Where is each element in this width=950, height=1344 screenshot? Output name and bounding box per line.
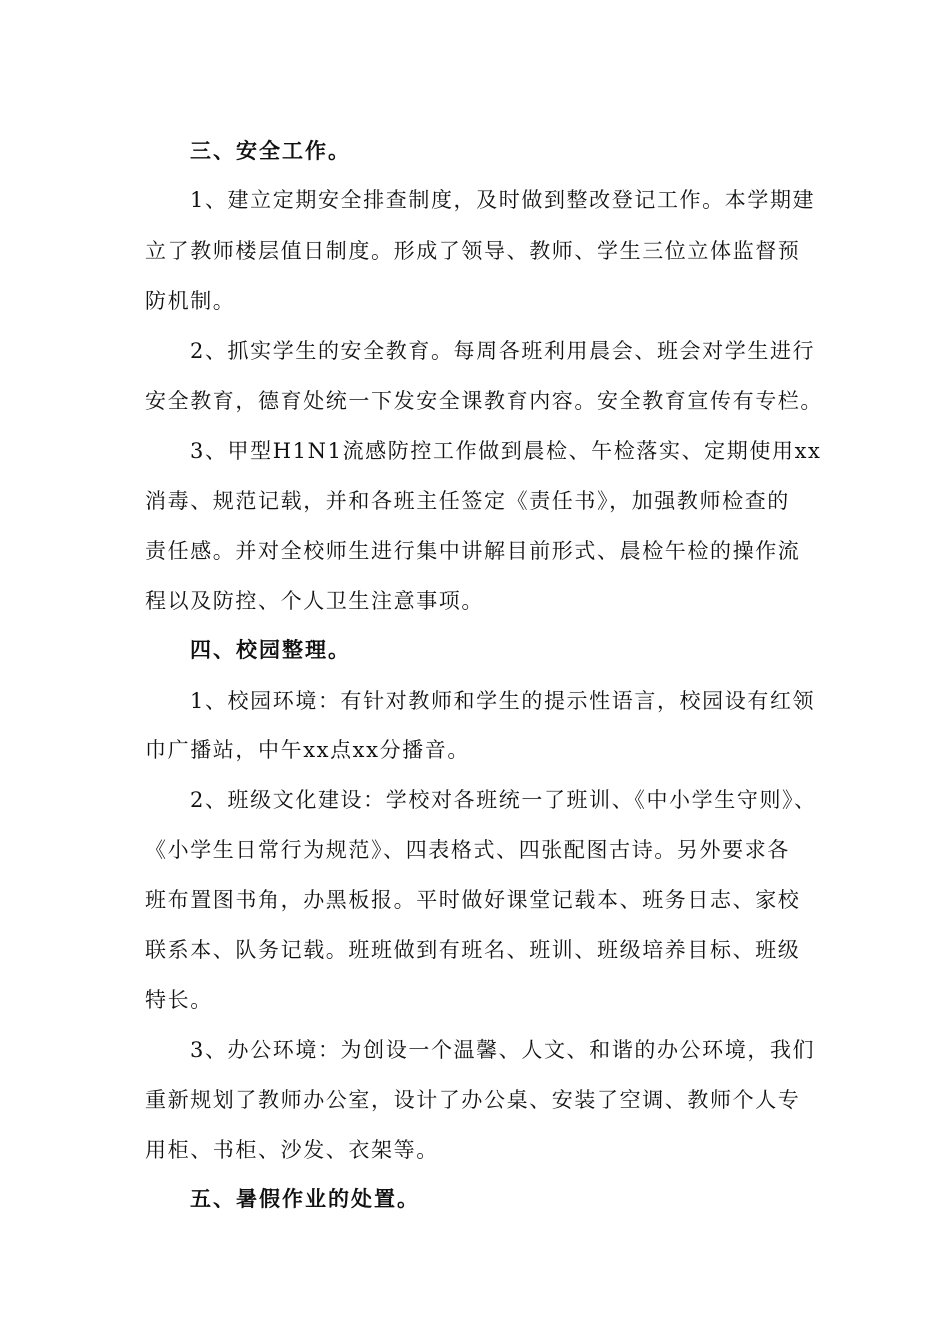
paragraph-line: 1、建立定期安全排查制度，及时做到整改登记工作。本学期建 bbox=[190, 188, 816, 212]
paragraph-line: 责任感。并对全校师生进行集中讲解目前形式、晨检午检的操作流 bbox=[145, 539, 801, 563]
paragraph-line: 2、班级文化建设：学校对各班统一了班训、《中小学生守则》、 bbox=[190, 788, 817, 812]
paragraph-line: 重新规划了教师办公室，设计了办公桌、安装了空调、教师个人专 bbox=[145, 1088, 801, 1112]
paragraph-line: 特长。 bbox=[145, 988, 213, 1012]
section-heading-summer-homework: 五、暑假作业的处置。 bbox=[190, 1186, 420, 1211]
paragraph-line: 立了教师楼层值日制度。形成了领导、教师、学生三位立体监督预 bbox=[145, 239, 801, 263]
paragraph-line: 程以及防控、个人卫生注意事项。 bbox=[145, 589, 484, 613]
paragraph-line: 1、校园环境：有针对教师和学生的提示性语言，校园设有红领 bbox=[190, 689, 816, 713]
section-heading-safety: 三、安全工作。 bbox=[190, 138, 351, 163]
paragraph-line: 《小学生日常行为规范》、四表格式、四张配图古诗。另外要求各 bbox=[145, 838, 790, 862]
paragraph-line: 3、办公环境：为创设一个温馨、人文、和谐的办公环境，我们 bbox=[190, 1038, 816, 1062]
section-heading-campus: 四、校园整理。 bbox=[190, 637, 351, 662]
paragraph-line: 巾广播站，中午xx点xx分播音。 bbox=[145, 738, 470, 762]
paragraph-line: 2、抓实学生的安全教育。每周各班利用晨会、班会对学生进行 bbox=[190, 339, 816, 363]
paragraph-line: 3、甲型H1N1流感防控工作做到晨检、午检落实、定期使用xx bbox=[190, 439, 822, 463]
paragraph-line: 联系本、队务记载。班班做到有班名、班训、班级培养目标、班级 bbox=[145, 938, 801, 962]
paragraph-line: 用柜、书柜、沙发、衣架等。 bbox=[145, 1138, 439, 1162]
paragraph-line: 消毒、规范记载，并和各班主任签定《责任书》，加强教师检查的 bbox=[145, 489, 790, 513]
paragraph-line: 防机制。 bbox=[145, 289, 236, 313]
paragraph-line: 班布置图书角，办黑板报。平时做好课堂记载本、班务日志、家校 bbox=[145, 888, 801, 912]
paragraph-line: 安全教育，德育处统一下发安全课教育内容。安全教育宣传有专栏。 bbox=[145, 389, 823, 413]
